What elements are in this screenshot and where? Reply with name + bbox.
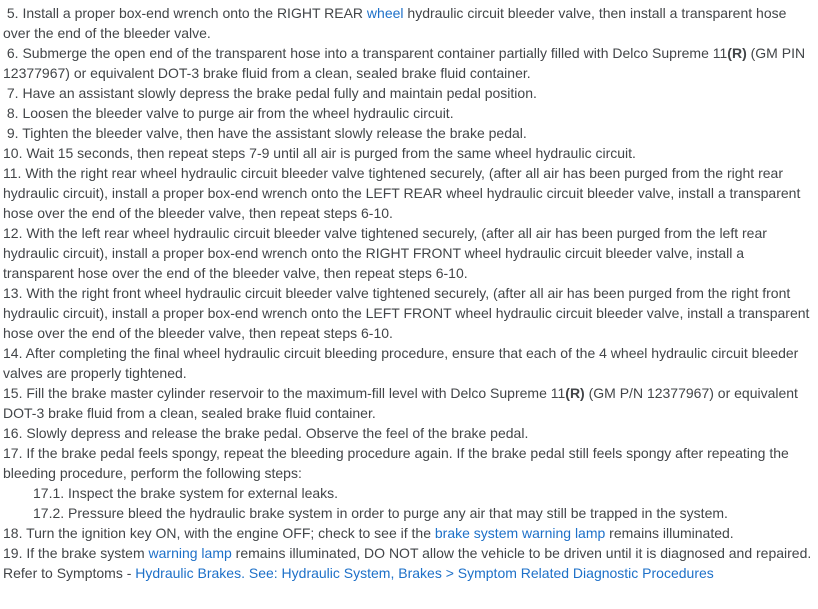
brake-system-warning-lamp-link[interactable]: brake system warning lamp <box>434 525 606 541</box>
step-text: 7. Have an assistant slowly depress the brake pedal fully and maintain pedal position. <box>3 85 537 101</box>
step-text: 6. Submerge the open end of the transparent hose into a transparent container partially filled with Delco Supreme 11 <box>3 45 728 61</box>
step-13 <box>3 283 814 343</box>
procedure-steps <box>3 3 814 583</box>
step-text: 5. Install a proper box-end wrench onto the RIGHT REAR <box>3 5 367 21</box>
step-17-2 <box>3 503 814 523</box>
step-text: 15. Fill the brake master cylinder reservoir to the maximum-fill level with Delco Supreme 11 <box>3 385 566 401</box>
step-text: 17. If the brake pedal feels spongy, repeat the bleeding procedure again. If the brake pedal still feels spongy after repeating the bleeding procedure, perform the following steps: <box>3 445 793 481</box>
step-text: 17.2. Pressure bleed the hydraulic brake system in order to purge any air that may still be trapped in the system. <box>33 505 728 521</box>
step-5 <box>3 3 814 43</box>
step-19 <box>3 543 814 583</box>
step-16 <box>3 423 814 443</box>
step-7 <box>3 83 814 103</box>
step-text: 10. Wait 15 seconds, then repeat steps 7-9 until all air is purged from the same wheel hydraulic circuit. <box>3 145 636 161</box>
step-text: 11. With the right rear wheel hydraulic circuit bleeder valve tightened securely, (after all air has been purged from the right rear hydraulic circuit), install a proper box-end wrench onto the LEFT REAR wheel hydraulic circuit bleeder valve, install a transparent hose over the end of the bleeder valve, then repeat steps 6-10. <box>3 165 805 221</box>
step-text: remains illuminated, DO NOT allow the vehicle to be driven until it is diagnosed and repaired. Refer to Symptoms - <box>3 545 816 581</box>
step-text: 12. With the left rear wheel hydraulic circuit bleeder valve tightened securely, (after all air has been purged from the left rear hydraulic circuit), install a proper box-end wrench onto the RIGHT FRONT wheel hydraulic circuit bleeder valve, install a transparent hose over the end of the bleeder valve, then repeat steps 6-10. <box>3 225 771 281</box>
step-12 <box>3 223 814 283</box>
registered-mark-text: (R) <box>727 45 747 61</box>
symptom-related-diagnostic-procedures-link[interactable]: See: Hydraulic System, Brakes > Symptom Related Diagnostic Procedures <box>248 565 714 581</box>
step-text: 18. Turn the ignition key ON, with the engine OFF; check to see if the <box>3 525 435 541</box>
hydraulic-brakes-link[interactable]: Hydraulic Brakes. <box>135 565 245 581</box>
step-10 <box>3 143 814 163</box>
step-text: 19. If the brake system <box>3 545 149 561</box>
step-15 <box>3 383 814 423</box>
step-text: remains illuminated. <box>605 525 734 541</box>
registered-mark-text: (R) <box>565 385 585 401</box>
step-text: hydraulic circuit bleeder valve, then install a transparent hose over the end of the bleeder valve. <box>3 5 791 41</box>
step-17 <box>3 443 814 483</box>
step-text: 16. Slowly depress and release the brake pedal. Observe the feel of the brake pedal. <box>3 425 529 441</box>
step-9 <box>3 123 814 143</box>
step-text: 14. After completing the final wheel hydraulic circuit bleeding procedure, ensure that each of the 4 wheel hydraulic circuit bleeder valves are properly tightened. <box>3 345 803 381</box>
step-text: 17.1. Inspect the brake system for external leaks. <box>33 485 339 501</box>
warning-lamp-link[interactable]: warning lamp <box>148 545 232 561</box>
step-text: (GM PIN 12377967) or equivalent DOT-3 brake fluid from a clean, sealed brake fluid container. <box>3 45 809 81</box>
step-18 <box>3 523 814 543</box>
step-14 <box>3 343 814 383</box>
step-text: 13. With the right front wheel hydraulic circuit bleeder valve tightened securely, (after all air has been purged from the right front hydraulic circuit), install a proper box-end wrench onto the LEFT FRONT wheel hydraulic circuit bleeder valve, install a transparent hose over the end of the bleeder valve, then repeat steps 6-10. <box>3 285 814 341</box>
step-text: 8. Loosen the bleeder valve to purge air from the wheel hydraulic circuit. <box>3 105 454 121</box>
wheel-link[interactable]: wheel <box>366 5 404 21</box>
step-text: 9. Tighten the bleeder valve, then have the assistant slowly release the brake pedal. <box>3 125 527 141</box>
step-11 <box>3 163 814 223</box>
step-text: (GM P/N 12377967) or equivalent DOT-3 brake fluid from a clean, sealed brake fluid container. <box>3 385 802 421</box>
step-17-1 <box>3 483 814 503</box>
step-6 <box>3 43 814 83</box>
step-8 <box>3 103 814 123</box>
